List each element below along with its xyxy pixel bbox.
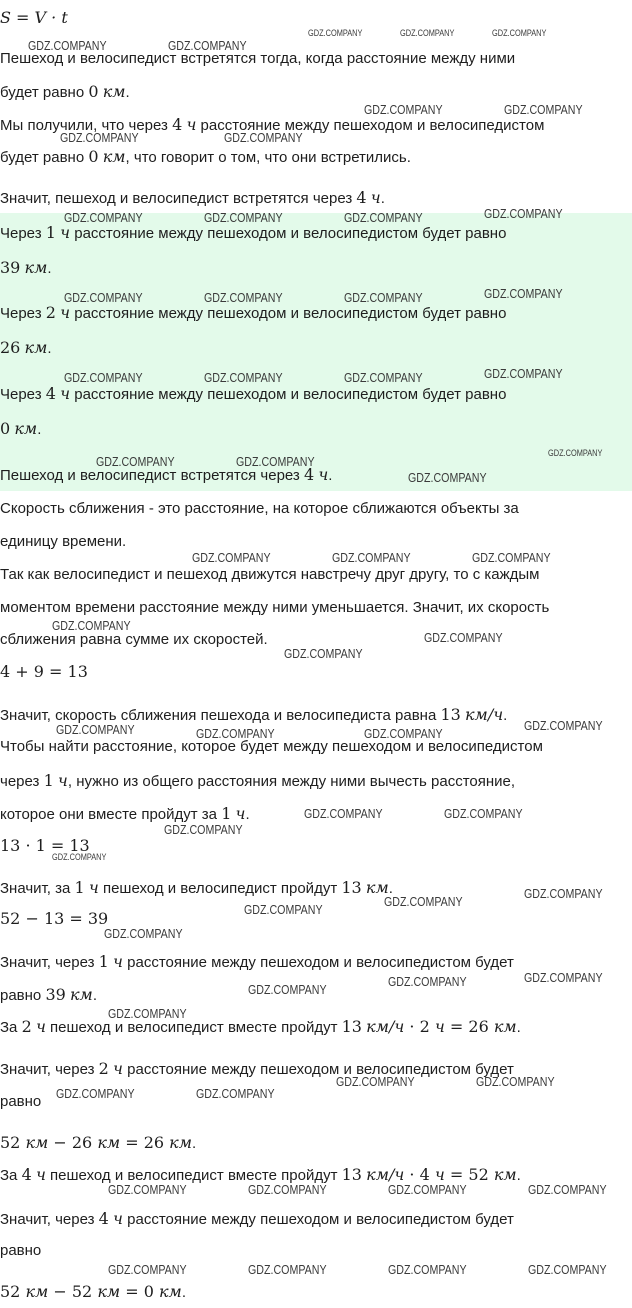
answer-line — [0, 223, 506, 244]
math-run: = 0 — [120, 1282, 159, 1301]
text-run: Значит, через — [0, 954, 99, 971]
text-run: равно — [0, 1093, 42, 1110]
text-run: Пешеход и велосипедист встретятся через — [0, 467, 304, 484]
math-run: ч — [57, 771, 68, 790]
watermark: GDZ.COMPANY — [248, 1262, 327, 1277]
text-run: . — [328, 467, 333, 484]
text-line — [0, 147, 411, 168]
math-run: 4 — [98, 1209, 109, 1228]
text-line — [0, 1209, 514, 1230]
text-line — [0, 630, 268, 650]
math-run: = 26 — [120, 1133, 170, 1152]
text-run: будет равно — [0, 149, 89, 166]
math-run: км — [158, 1282, 182, 1301]
text-run: Через — [0, 386, 46, 403]
watermark: GDZ.COMPANY — [224, 130, 303, 145]
text-run: единицу времени. — [0, 533, 127, 550]
watermark: GDZ.COMPANY — [332, 550, 411, 565]
math-run: км — [14, 419, 38, 438]
math-run: км — [69, 985, 93, 1004]
watermark: GDZ.COMPANY — [56, 1086, 135, 1101]
math-run: 52 — [0, 1282, 26, 1301]
math-run: 2 — [45, 303, 56, 322]
text-run: будет равно — [0, 84, 89, 101]
highlighted-answer-block — [0, 210, 632, 491]
text-run: расстояние между пешеходом и велосипедистом — [196, 117, 545, 134]
watermark: GDZ.COMPANY — [388, 974, 467, 989]
text-run: Через — [0, 305, 46, 322]
formula-line — [0, 662, 88, 683]
math-run: ч — [113, 952, 123, 971]
watermark: GDZ.COMPANY — [192, 550, 271, 565]
text-run: . — [516, 1019, 521, 1036]
text-run: Значит, скорость сближения пешехода и велосипедиста равна — [0, 707, 441, 724]
watermark: GDZ.COMPANY — [484, 206, 563, 221]
text-line — [0, 499, 519, 519]
math-run: км/ч — [366, 1165, 405, 1184]
math-run: 13 · 1 = 13 — [0, 836, 90, 855]
math-run: 4 — [21, 1165, 32, 1184]
math-run: ч — [434, 1017, 445, 1036]
text-run: равно — [0, 987, 46, 1004]
text-run: Чтобы найти расстояние, которое будет между пешеходом и велосипедистом — [0, 738, 543, 755]
math-run: 52 — [0, 1133, 26, 1152]
text-run: . — [92, 987, 97, 1004]
math-run: − 26 — [48, 1133, 98, 1152]
math-run: 39 — [45, 985, 66, 1004]
watermark: GDZ.COMPANY — [388, 1262, 467, 1277]
watermark: GDZ.COMPANY — [424, 630, 503, 645]
watermark: GDZ.COMPANY — [336, 1074, 415, 1089]
text-line — [0, 952, 514, 973]
text-run: расстояние между пешеходом и велосипедистом будет — [122, 954, 514, 971]
text-line — [0, 1241, 41, 1261]
watermark: GDZ.COMPANY — [524, 886, 603, 901]
text-line — [0, 188, 385, 209]
math-run: км — [97, 1133, 121, 1152]
answer-line — [0, 258, 52, 279]
text-run: расстояние между пешеходом и велосипедистом будет — [122, 1211, 514, 1228]
math-run: км — [24, 258, 48, 277]
math-run: 52 − 13 = 39 — [0, 909, 109, 928]
watermark: GDZ.COMPANY — [364, 102, 443, 117]
math-run: ч — [235, 804, 246, 823]
math-run: ч — [434, 1165, 445, 1184]
math-run: 4 — [303, 465, 315, 484]
watermark: GDZ.COMPANY — [64, 370, 143, 385]
math-run: 4 + 9 = 13 — [0, 662, 88, 681]
math-run: 26 — [0, 338, 21, 357]
math-run: S = V · t — [0, 8, 68, 27]
text-run: через — [0, 773, 44, 790]
watermark: GDZ.COMPANY — [476, 1074, 555, 1089]
text-line — [0, 1017, 521, 1038]
math-run: 0 — [88, 82, 99, 101]
watermark: GDZ.COMPANY — [236, 454, 315, 469]
watermark: GDZ.COMPANY — [308, 28, 363, 38]
text-run: . — [503, 707, 508, 724]
formula-line — [0, 8, 68, 29]
formula-line — [0, 909, 108, 930]
math-run: км — [97, 1282, 121, 1301]
watermark: GDZ.COMPANY — [504, 102, 583, 117]
text-run: моментом времени расстояние между ними уменьшается. Значит, их скорость — [0, 599, 550, 616]
text-run: пешеход и велосипедист пройдут — [98, 880, 342, 897]
math-run: км — [493, 1017, 517, 1036]
math-run: 39 — [0, 258, 21, 277]
text-run: . — [516, 1167, 521, 1184]
math-run: 1 — [98, 952, 109, 971]
watermark: GDZ.COMPANY — [284, 646, 363, 661]
math-run: ч — [60, 384, 71, 403]
math-run: 0 — [0, 419, 11, 438]
watermark: GDZ.COMPANY — [108, 1262, 187, 1277]
formula-line — [0, 1133, 196, 1154]
watermark: GDZ.COMPANY — [204, 370, 283, 385]
math-run: км — [24, 338, 48, 357]
watermark: GDZ.COMPANY — [56, 722, 135, 737]
math-run: 0 — [88, 147, 99, 166]
text-run: . — [47, 340, 52, 357]
math-run: ч — [60, 223, 71, 242]
math-run: 4 — [356, 188, 367, 207]
watermark: GDZ.COMPANY — [408, 470, 487, 485]
text-run: расстояние между пешеходом и велосипедистом будет равно — [70, 305, 507, 322]
text-run: пешеход и велосипедист вместе пройдут — [45, 1167, 342, 1184]
math-run: км — [25, 1133, 49, 1152]
math-run: = 26 — [444, 1017, 494, 1036]
watermark: GDZ.COMPANY — [344, 290, 423, 305]
watermark: GDZ.COMPANY — [60, 130, 139, 145]
text-run: сближения равна сумме их скоростей. — [0, 631, 268, 648]
text-run: Так как велосипедист и пешеход движутся навстречу друг другу, то с каждым — [0, 566, 540, 583]
text-line — [0, 82, 130, 103]
watermark: GDZ.COMPANY — [528, 1262, 607, 1277]
text-run: . — [47, 260, 52, 277]
text-run: . — [125, 84, 130, 101]
watermark: GDZ.COMPANY — [384, 894, 463, 909]
math-run: км/ч — [465, 705, 504, 724]
text-run: пешеход и велосипедист вместе пройдут — [45, 1019, 342, 1036]
math-run: ч — [113, 1209, 123, 1228]
text-run: Значит, через — [0, 1061, 99, 1078]
text-run: . — [388, 880, 393, 897]
text-line — [0, 532, 126, 552]
text-run: . — [192, 1135, 197, 1152]
watermark: GDZ.COMPANY — [472, 550, 551, 565]
text-run: За — [0, 1019, 22, 1036]
text-run: . — [37, 421, 42, 438]
text-line — [0, 771, 515, 792]
math-run: 1 — [74, 878, 85, 897]
watermark: GDZ.COMPANY — [196, 1086, 275, 1101]
math-run: ч — [88, 878, 99, 897]
watermark: GDZ.COMPANY — [248, 1182, 327, 1197]
math-run: км — [365, 878, 389, 897]
text-run: которое они вместе пройдут за — [0, 806, 222, 823]
math-run: ч — [113, 1059, 123, 1078]
watermark: GDZ.COMPANY — [108, 1006, 187, 1021]
text-line — [0, 598, 549, 618]
math-run: 13 — [341, 1017, 362, 1036]
watermark: GDZ.COMPANY — [344, 370, 423, 385]
text-run: , нужно из общего расстояния между ними вычесть расстояние, — [67, 773, 516, 790]
watermark: GDZ.COMPANY — [400, 28, 455, 38]
text-run: расстояние между пешеходом и велосипедистом будет равно — [70, 225, 507, 242]
math-run: · 2 — [404, 1017, 435, 1036]
text-run: Скорость сближения - это расстояние, на которое сближаются объекты за — [0, 500, 519, 517]
watermark: GDZ.COMPANY — [344, 210, 423, 225]
math-run: ч — [370, 188, 381, 207]
math-run: 2 — [98, 1059, 109, 1078]
math-run: = 52 — [444, 1165, 494, 1184]
watermark: GDZ.COMPANY — [104, 926, 183, 941]
text-run: Пешеход и велосипедист встретятся тогда, когда расстояние между ними — [0, 50, 516, 67]
text-line — [0, 985, 97, 1006]
answer-line — [0, 384, 506, 405]
math-run: 13 — [341, 1165, 362, 1184]
math-run: · 4 — [404, 1165, 435, 1184]
watermark: GDZ.COMPANY — [528, 1182, 607, 1197]
answer-line — [0, 419, 41, 440]
text-run: . — [181, 1284, 186, 1301]
text-run: Мы получили, что через — [0, 117, 173, 134]
watermark: GDZ.COMPANY — [164, 822, 243, 837]
text-line — [0, 565, 540, 585]
math-run: ч — [35, 1017, 46, 1036]
math-run: ч — [35, 1165, 46, 1184]
text-run: За — [0, 1167, 22, 1184]
math-run: − 52 — [48, 1282, 98, 1301]
text-line — [0, 1059, 514, 1080]
watermark: GDZ.COMPANY — [364, 726, 443, 741]
answer-line — [0, 303, 506, 324]
watermark: GDZ.COMPANY — [484, 286, 563, 301]
watermark: GDZ.COMPANY — [524, 718, 603, 733]
watermark: GDZ.COMPANY — [244, 902, 323, 917]
math-run: 1 — [43, 771, 54, 790]
math-run: ч — [60, 303, 71, 322]
watermark: GDZ.COMPANY — [248, 982, 327, 997]
math-run: 4 — [45, 384, 56, 403]
text-run: Через — [0, 225, 46, 242]
watermark: GDZ.COMPANY — [64, 210, 143, 225]
math-run: км/ч — [366, 1017, 405, 1036]
math-run: 13 — [440, 705, 461, 724]
watermark: GDZ.COMPANY — [52, 852, 107, 862]
math-run: 2 — [21, 1017, 32, 1036]
watermark: GDZ.COMPANY — [28, 38, 107, 53]
math-run: 13 — [341, 878, 362, 897]
text-run: расстояние между пешеходом и велосипедистом будет — [122, 1061, 514, 1078]
watermark: GDZ.COMPANY — [96, 454, 175, 469]
math-run: 1 — [221, 804, 232, 823]
math-run: км — [102, 147, 126, 166]
math-run: 1 — [45, 223, 56, 242]
math-run: ч — [318, 465, 329, 484]
math-run: км — [102, 82, 126, 101]
watermark: GDZ.COMPANY — [304, 806, 383, 821]
watermark: GDZ.COMPANY — [548, 448, 603, 458]
formula-line — [0, 1282, 186, 1303]
text-run: Значит, через — [0, 1211, 99, 1228]
watermark: GDZ.COMPANY — [204, 290, 283, 305]
text-line — [0, 878, 393, 899]
watermark: GDZ.COMPANY — [444, 806, 523, 821]
watermark: GDZ.COMPANY — [492, 28, 547, 38]
text-run: . — [245, 806, 250, 823]
math-run: км — [25, 1282, 49, 1301]
math-run: ч — [186, 115, 197, 134]
watermark: GDZ.COMPANY — [196, 726, 275, 741]
watermark: GDZ.COMPANY — [108, 1182, 187, 1197]
watermark: GDZ.COMPANY — [168, 38, 247, 53]
watermark: GDZ.COMPANY — [52, 618, 131, 633]
math-run: км — [493, 1165, 517, 1184]
text-line — [0, 1092, 41, 1112]
text-run: равно — [0, 1242, 42, 1259]
watermark: GDZ.COMPANY — [204, 210, 283, 225]
watermark: GDZ.COMPANY — [524, 970, 603, 985]
math-run: км — [169, 1133, 192, 1152]
answer-line — [0, 338, 52, 359]
text-run: Значит, пешеход и велосипедист встретятся через — [0, 190, 357, 207]
watermark: GDZ.COMPANY — [64, 290, 143, 305]
text-run: расстояние между пешеходом и велосипедистом будет равно — [70, 386, 507, 403]
text-run: . — [380, 190, 385, 207]
watermark: GDZ.COMPANY — [388, 1182, 467, 1197]
watermark: GDZ.COMPANY — [484, 366, 563, 381]
math-run: 4 — [172, 115, 183, 134]
text-run: , что говорит о том, что они встретились. — [125, 149, 411, 166]
text-run: Значит, за — [0, 880, 75, 897]
